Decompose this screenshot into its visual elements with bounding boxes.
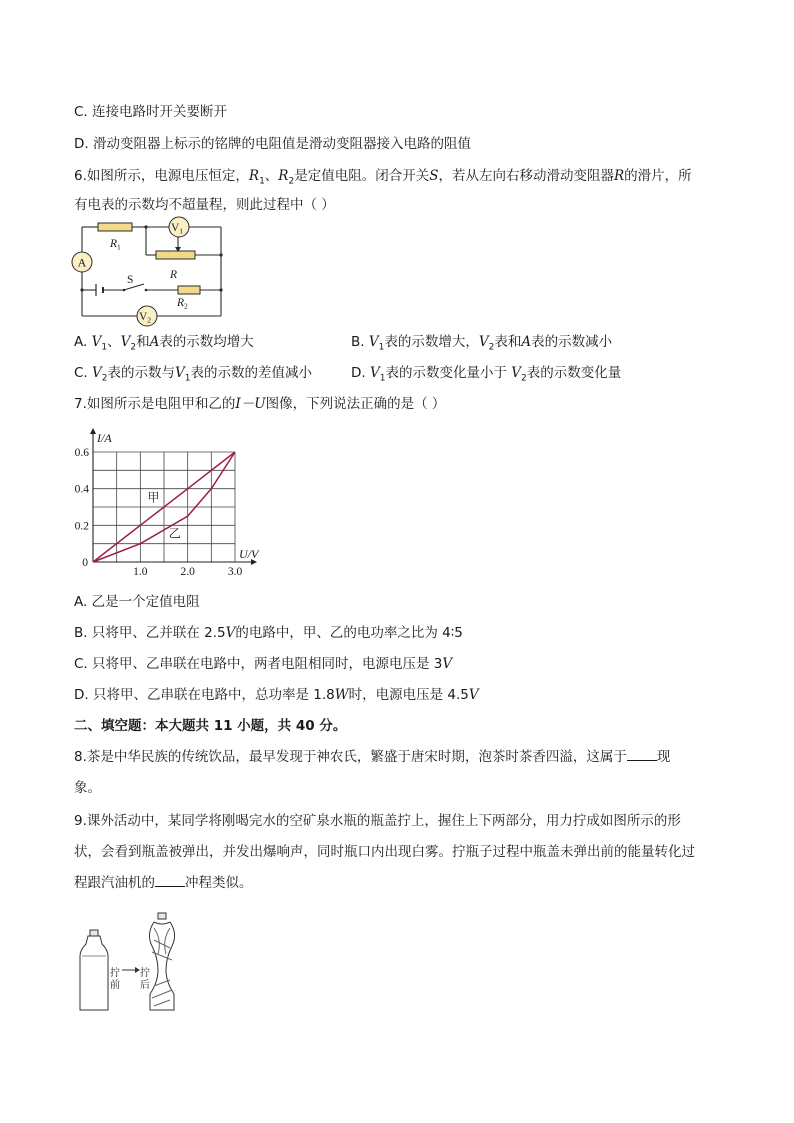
- series-label-yi: 乙: [168, 526, 181, 541]
- q6-stem-line2: 有电表的示数均不超量程，则此过程中（ ）: [74, 197, 335, 213]
- q7-option-b: B. 只将甲、乙并联在 2.5V的电路中，甲、乙的电功率之比为 4∶5: [74, 625, 463, 641]
- y-axis-label: I/A: [97, 431, 112, 445]
- q7-iu-chart: [66, 420, 278, 580]
- q9-line3: 程跟汽油机的 冲程类似。: [74, 875, 253, 891]
- bottle-after-icon: [149, 913, 174, 1010]
- q7-stem: 7.如图所示是电阻甲和乙的I－U图像，下列说法正确的是（ ）: [74, 396, 446, 412]
- q5-option-c: C. 连接电路时开关要断开: [74, 104, 228, 120]
- q6-stem-line1: 6.如图所示，电源电压恒定，$R_1$、$R_2$是定值电阻。闭合开关S，若从左向右移动滑动变阻器R的滑片，所: [74, 168, 692, 187]
- switch-label: S: [127, 274, 134, 286]
- r1-label: $R_1$: [110, 238, 121, 252]
- y-tick-label: 0.4: [74, 483, 89, 496]
- q8-line2: 象。: [74, 780, 101, 796]
- rheostat-r: [156, 251, 195, 259]
- q7-option-d: D. 只将甲、乙串联在电路中，总功率是 1.8W时，电源电压是 4.5V: [74, 687, 479, 703]
- q6-option-b: B. $V_1$表的示数增大，$V_2$表和A表的示数减小: [351, 334, 613, 353]
- x-tick-label: 2.0: [180, 566, 195, 578]
- resistor-r1: [98, 223, 132, 231]
- voltmeter-v2-label: $V_2$: [138, 311, 152, 325]
- q7-option-c: C. 只将甲、乙串联在电路中，两者电阻相同时，电源电压是 3V: [74, 656, 453, 672]
- before-label-1: 拧: [110, 968, 120, 979]
- series-label-jia: 甲: [147, 490, 160, 505]
- q6-option-c: C. $V_2$表的示数与$V_1$表的示数的差值减小: [74, 365, 312, 384]
- ammeter-label: A: [77, 255, 87, 270]
- q6-circuit-diagram: [66, 216, 230, 328]
- q6-option-d: D. $V_1$表的示数变化量小于 $V_2$表的示数变化量: [351, 365, 622, 384]
- y-tick-label: 0.6: [74, 447, 89, 459]
- x-tick-label: 1.0: [133, 566, 148, 578]
- q5-option-d: D. 滑动变阻器上标示的铭牌的电阻值是滑动变阻器接入电路的阻值: [74, 136, 471, 152]
- resistor-r2: [178, 286, 200, 294]
- voltmeter-v1-label: $V_1$: [170, 222, 184, 236]
- q9-answer-blank[interactable]: [155, 874, 185, 887]
- r2-label: $R_2$: [177, 297, 188, 311]
- q9-line1: 9.课外活动中，某同学将刚喝完水的空矿泉水瓶的瓶盖拧上，握住上下两部分，用力拧成如图所示的形: [74, 813, 681, 829]
- x-tick-label: 3.0: [227, 566, 243, 578]
- after-label-1: 拧: [140, 968, 150, 979]
- r-label: R: [170, 269, 178, 281]
- q8-line1: 8.茶是中华民族的传统饮品，最早发现于神农氏，繁盛于唐宋时期，泡茶时茶香四溢，这属于 现: [74, 749, 671, 765]
- y-axis-arrow: [90, 428, 96, 434]
- x-axis-label: U/V: [239, 547, 259, 561]
- before-label-2: 前: [110, 980, 120, 991]
- arrow-icon: [122, 967, 140, 973]
- q6-option-a: A. $V_1$、$V_2$和A表的示数均增大: [74, 334, 254, 353]
- q9-bottle-figure: [74, 910, 194, 1014]
- section-2-heading: 二、填空题：本大题共 11 小题，共 40 分。: [74, 718, 347, 734]
- q9-line2: 状，会看到瓶盖被弹出，并发出爆响声，同时瓶口内出现白雾。拧瓶子过程中瓶盖未弹出前的能量转化过: [74, 844, 695, 860]
- bottle-before-icon: [80, 930, 108, 1010]
- q7-option-a: A. 乙是一个定值电阻: [74, 594, 200, 610]
- origin-label: 0: [82, 557, 88, 569]
- after-label-2: 后: [140, 980, 150, 991]
- q8-answer-blank[interactable]: [627, 748, 657, 761]
- y-tick-label: 0.2: [74, 520, 89, 533]
